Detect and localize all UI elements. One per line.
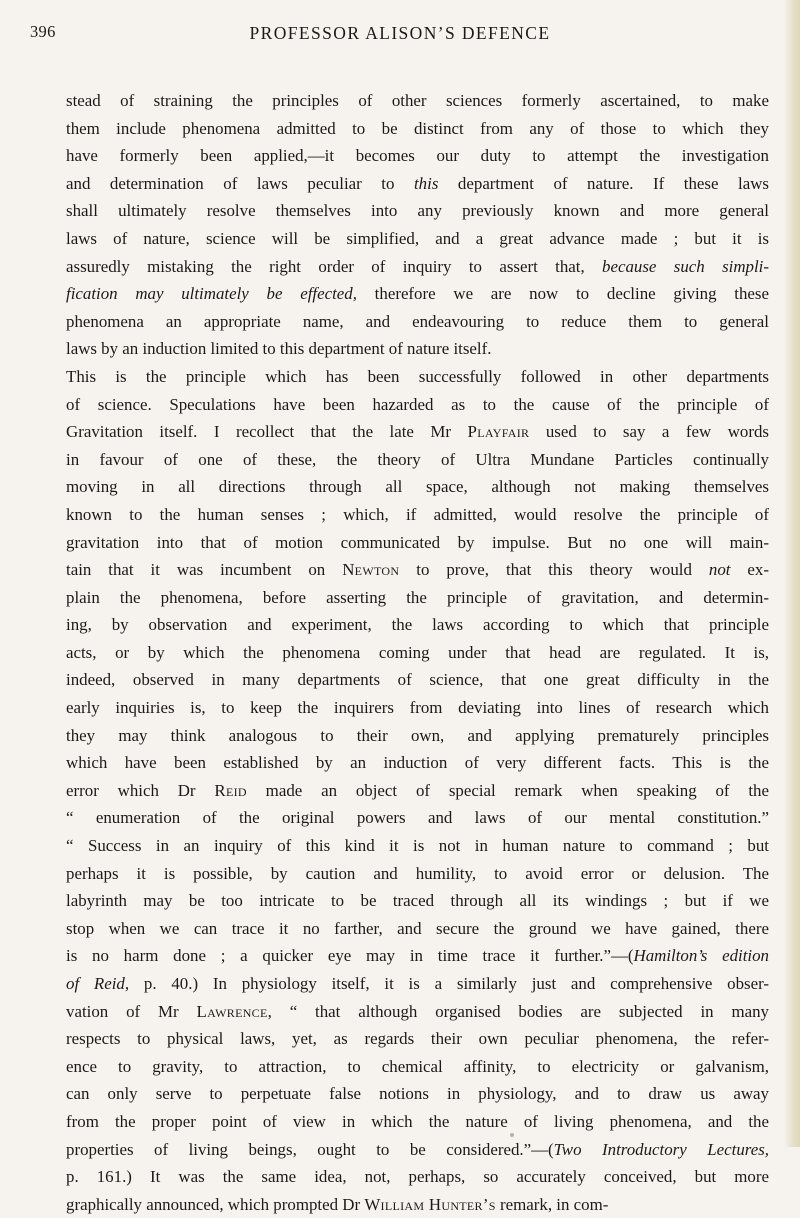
italic-text: of Reid, xyxy=(66,974,130,993)
text-line xyxy=(66,115,769,143)
italic-text: not xyxy=(708,560,731,580)
text-line xyxy=(66,280,769,308)
text-line xyxy=(66,970,769,998)
text-run: assuredly mistaking the right order of inquiry to assert that, xyxy=(66,256,603,276)
text-line xyxy=(66,1163,769,1191)
text-run: gravitation into that of motion communicated by impulse. But no one will main- xyxy=(66,532,769,552)
text-line xyxy=(66,197,769,225)
body-text xyxy=(66,87,769,1218)
text-line xyxy=(66,998,769,1026)
italic-text: fication may ultimately be effected, xyxy=(66,284,357,304)
text-run: p. 40.) In physiology itself, it is a similarly just and comprehensive obser- xyxy=(129,974,769,993)
text-run: “ enumeration of the original powers and laws of our mental constitution.” xyxy=(66,808,769,828)
text-run: in favour of one of these, the theory of Ultra Mundane Particles continually xyxy=(66,449,769,469)
text-line xyxy=(66,887,769,915)
text-run: ex- xyxy=(730,560,769,580)
text-line xyxy=(66,529,769,557)
text-line xyxy=(66,308,769,336)
text-line xyxy=(66,253,769,281)
text-line xyxy=(66,501,769,529)
running-head: PROFESSOR ALISON’S DEFENCE xyxy=(249,23,551,43)
text-run: they may think analogous to their own, and applying prematurely principles xyxy=(66,725,769,745)
text-line xyxy=(66,1053,769,1081)
text-run: acts, or by which the phenomena coming under that head are regulated. It is, xyxy=(66,642,769,662)
text-run: shall ultimately resolve themselves into any previously known and more general xyxy=(66,201,769,221)
text-run: plain the phenomena, before asserting the principle of gravitation, and determin- xyxy=(66,587,769,607)
text-line xyxy=(66,666,769,694)
text-run: to prove, that this theory would xyxy=(399,560,709,580)
text-run: This is the principle which has been successfully followed in other departments xyxy=(66,366,769,386)
text-run: respects to physical laws, yet, as regards their own peculiar phenomena, the refer- xyxy=(66,1029,769,1049)
text-run: from the proper point of view in which the nature of living phenomena, and the xyxy=(66,1111,769,1131)
text-line xyxy=(66,860,769,888)
small-caps-name: Playfair xyxy=(467,422,530,442)
text-line xyxy=(66,1080,769,1108)
text-run: perhaps it is possible, by caution and humility, to avoid error or delusion. The xyxy=(66,863,769,883)
text-line xyxy=(66,1025,769,1053)
text-line xyxy=(66,942,769,970)
text-line xyxy=(66,225,769,253)
text-line xyxy=(66,694,769,722)
small-caps-name: William Hunter’s xyxy=(364,1194,496,1214)
text-run: stop when we can trace it no farther, and secure the ground we have gained, there xyxy=(66,918,769,938)
text-run: ing, by observation and experiment, the laws according to which that principle xyxy=(66,615,769,635)
text-run: remark, in com- xyxy=(495,1194,609,1214)
text-line xyxy=(66,391,769,419)
text-run: “ Success in an inquiry of this kind it is not in human nature to command ; but xyxy=(66,836,769,856)
text-line xyxy=(66,473,769,501)
text-run: tain that it was incumbent on xyxy=(66,560,343,580)
page-header xyxy=(0,16,800,46)
text-run: therefore we are now to decline giving these xyxy=(356,284,769,304)
small-caps-name: Reid xyxy=(214,780,247,800)
italic-text: this xyxy=(413,173,439,193)
text-run: known to the human senses ; which, if admitted, would resolve the principle of xyxy=(66,504,769,524)
text-run: laws of nature, science will be simplified, and a great advance made ; but it is xyxy=(66,228,769,248)
small-caps-name: Newton xyxy=(342,560,400,580)
text-line xyxy=(66,363,769,391)
text-run: indeed, observed in many departments of science, that one great difficulty in the xyxy=(66,670,769,690)
text-line xyxy=(66,556,769,584)
page-edge-shading xyxy=(784,0,800,1147)
text-line xyxy=(66,418,769,446)
small-caps-name: Lawrence xyxy=(196,1001,268,1021)
text-line xyxy=(66,611,769,639)
italic-text: Hamilton’s edition xyxy=(633,946,769,966)
text-run: used to say a few words xyxy=(529,422,769,442)
text-run: and determination of laws peculiar to xyxy=(66,173,414,193)
text-line xyxy=(66,170,769,198)
text-run: Gravitation itself. I recollect that the late Mr xyxy=(66,422,468,442)
text-line xyxy=(66,142,769,170)
text-line xyxy=(66,335,769,363)
italic-text: because such simpli- xyxy=(602,256,769,276)
text-run: have formerly been applied,—it becomes our duty to attempt the investigation xyxy=(66,146,769,166)
text-run: of science. Speculations have been hazarded as to the cause of the principle of xyxy=(66,394,769,414)
text-run: phenomena an appropriate name, and endeavouring to reduce them to general xyxy=(66,311,769,331)
text-line xyxy=(66,804,769,832)
text-run: moving in all directions through all space, although not making themselves xyxy=(66,477,769,497)
text-line xyxy=(66,722,769,750)
text-line xyxy=(66,777,769,805)
text-run: is no harm done ; a quicker eye may in time trace it further.”—( xyxy=(66,946,634,966)
text-line xyxy=(66,639,769,667)
text-run: ence to gravity, to attraction, to chemical affinity, to electricity or galvanism, xyxy=(66,1056,769,1076)
text-line xyxy=(66,446,769,474)
text-line xyxy=(66,1108,769,1136)
print-speck xyxy=(510,1133,514,1137)
text-run: , “ that although organised bodies are subjected in many xyxy=(267,1001,770,1021)
text-run: error which Dr xyxy=(66,780,215,800)
text-line xyxy=(66,832,769,860)
text-run: made an object of special remark when speaking of the xyxy=(246,780,769,800)
text-run: early inquiries is, to keep the inquirers from deviating into lines of research which xyxy=(66,698,769,718)
text-line xyxy=(66,915,769,943)
text-run: graphically announced, which prompted Dr xyxy=(66,1194,365,1214)
italic-text: Two Introductory Lectures, xyxy=(553,1139,769,1159)
text-run: department of nature. If these laws xyxy=(438,173,769,193)
text-line xyxy=(66,749,769,777)
text-line xyxy=(66,1136,769,1164)
text-line xyxy=(66,1191,769,1218)
text-run: stead of straining the principles of other sciences formerly ascertained, to make xyxy=(66,91,769,110)
text-run: vation of Mr xyxy=(66,1001,197,1021)
text-run: laws by an induction limited to this department of nature itself. xyxy=(66,339,492,359)
text-run: labyrinth may be too intricate to be traced through all its windings ; but if we xyxy=(66,891,769,911)
text-run: p. 161.) It was the same idea, not, perhaps, so accurately conceived, but more xyxy=(66,1167,769,1187)
text-run: can only serve to perpetuate false notions in physiology, and to draw us away xyxy=(66,1084,769,1104)
page-number: 396 xyxy=(30,22,56,41)
text-run: which have been established by an induction of very different facts. This is the xyxy=(66,753,769,773)
text-line xyxy=(66,584,769,612)
text-run: properties of living beings, ought to be considered.”—( xyxy=(66,1139,554,1159)
text-line xyxy=(66,87,769,115)
text-run: them include phenomena admitted to be distinct from any of those to which they xyxy=(66,118,769,138)
